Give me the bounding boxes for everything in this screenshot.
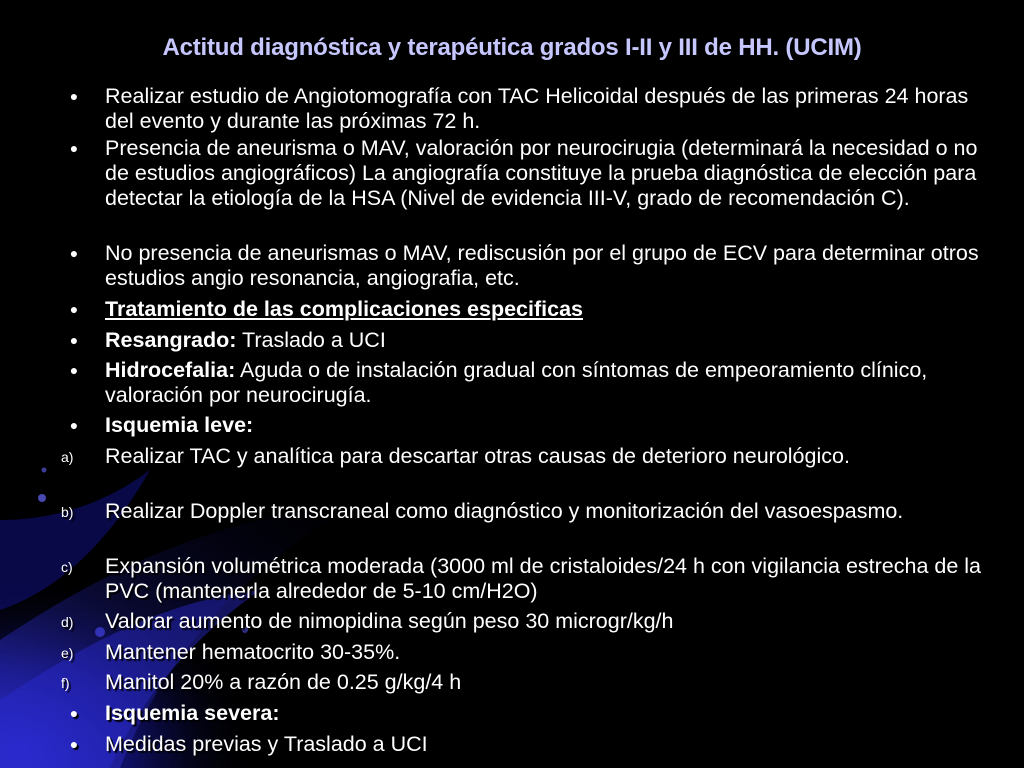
bullet-icon: ● (69, 705, 79, 721)
list-marker: d) (61, 614, 74, 630)
list-item (69, 328, 985, 353)
item-text: No presencia de aneurismas o MAV, rediscusión por el grupo de ECV para determinar otros estudios angio resonancia, angiografia, etc. (105, 241, 979, 290)
list-item (61, 670, 985, 695)
list-marker: c) (61, 559, 73, 575)
item-text: Expansión volumétrica moderada (3000 ml de cristaloides/24 h con vigilancia estrecha de la PVC (mantenerla alrededor de 5-10 cm/H2O) (105, 554, 982, 603)
bullet-icon: ● (69, 140, 79, 156)
list-item (61, 609, 985, 634)
slide-title: Actitud diagnóstica y terapéutica grados I-II y III de HH. (UCIM) (162, 34, 862, 61)
list-marker: e) (61, 645, 74, 661)
section-heading: Tratamiento de las complicaciones especificas (105, 297, 583, 321)
list-item (61, 640, 985, 665)
list-item (69, 136, 985, 211)
item-text: Medidas previas y Traslado a UCI (105, 732, 428, 756)
item-text: Aguda o de instalación gradual con síntomas de empeoramiento clínico, valoración por neurocirugía. (105, 358, 928, 407)
item-label: Resangrado: (105, 328, 237, 352)
list-item (69, 84, 985, 134)
item-text: Traslado a UCI (236, 328, 386, 352)
list-item (69, 732, 985, 757)
item-label: Hidrocefalia: (105, 358, 236, 382)
list-marker: b) (61, 504, 74, 520)
item-text: Realizar Doppler transcraneal como diagnóstico y monitorización del vasoespasmo. (105, 499, 904, 523)
bullet-icon: ● (69, 301, 79, 317)
item-text: Presencia de aneurisma o MAV, valoración por neurocirugia (determinará la necesidad o no de estudios angiográficos) La angiografía constituye la prueba diagnóstica de elección para detectar la etiología de la HSA (Nivel de evidencia III-V, grado de recomendación C). (105, 136, 978, 210)
item-text: Valorar aumento de nimopidina según peso 30 microgr/kg/h (105, 609, 674, 633)
bullet-icon: ● (69, 88, 79, 104)
bullet-icon: ● (69, 362, 79, 378)
list-item (69, 358, 985, 408)
item-label: Isquemia severa: (105, 701, 280, 725)
bullet-icon: ● (69, 417, 79, 433)
list-item (69, 701, 985, 726)
bullet-icon: ● (69, 736, 79, 752)
list-item (69, 241, 985, 291)
item-text: Realizar TAC y analítica para descartar otras causas de deterioro neurológico. (105, 444, 850, 468)
bullet-icon: ● (69, 245, 79, 261)
item-text: Manitol 20% a razón de 0.25 g/kg/4 h (105, 670, 462, 694)
list-marker: f) (61, 675, 70, 691)
item-text: Mantener hematocrito 30-35%. (105, 640, 401, 664)
item-label: Isquemia leve: (105, 413, 254, 437)
list-item (61, 499, 985, 524)
bullet-icon: ● (69, 332, 79, 348)
list-item (69, 413, 985, 438)
list-item (69, 297, 985, 322)
list-item (61, 554, 985, 604)
list-item (61, 444, 985, 469)
list-marker: a) (61, 449, 74, 465)
item-text: Realizar estudio de Angiotomografía con TAC Helicoidal después de las primeras 24 horas del evento y durante las próximas 72 h. (105, 84, 969, 133)
